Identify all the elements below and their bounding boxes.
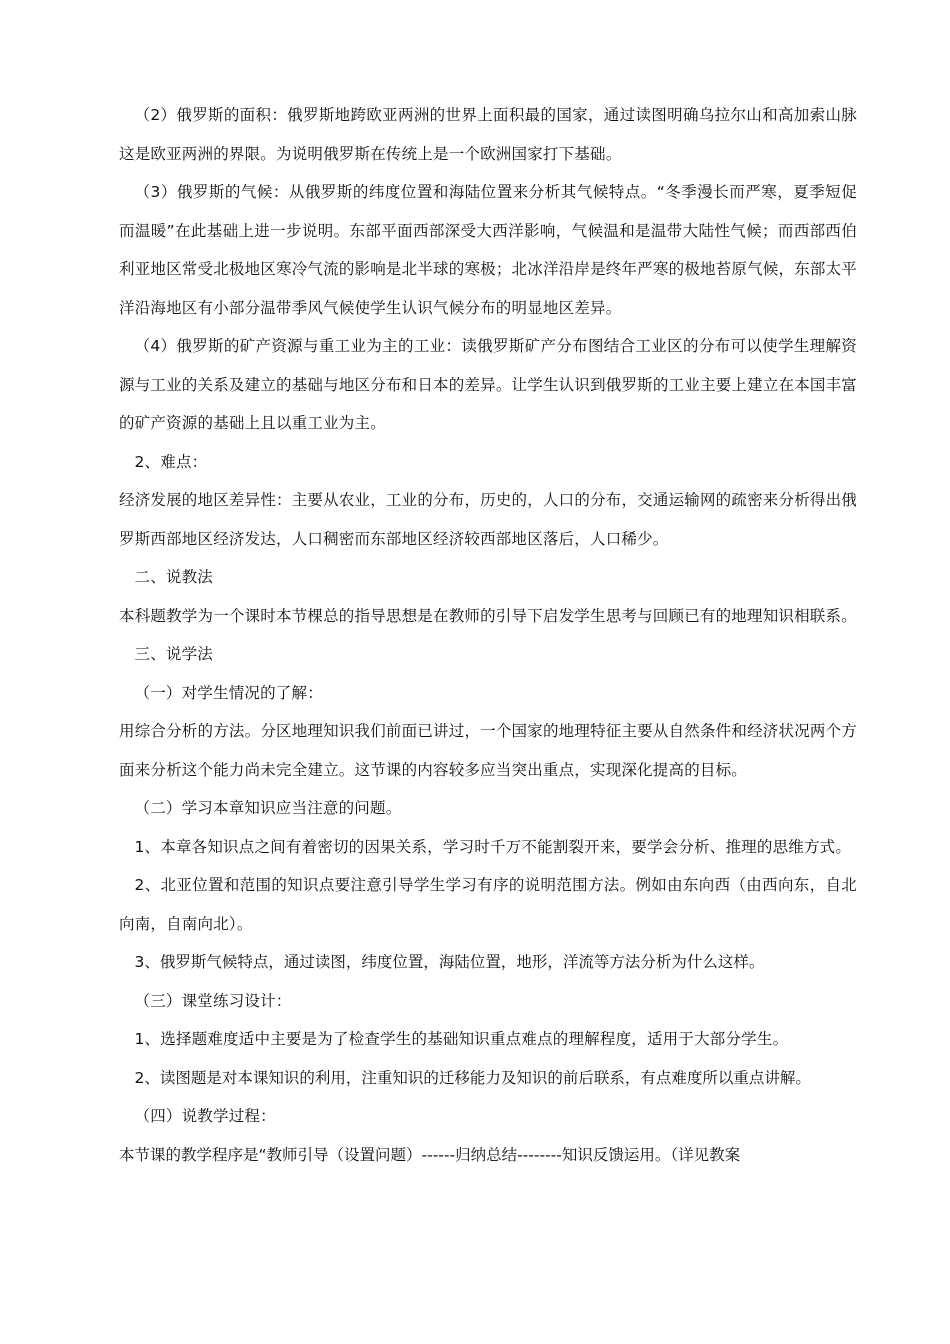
heading-chapter-issues: （二）学习本章知识应当注意的问题。 (134, 799, 402, 817)
paragraph-climate: （3）俄罗斯的气候：从俄罗斯的纬度位置和海陆位置来分析其气候特点。“冬季漫长而严寒，夏季短促而温暖”在此基础上进一步说明。东部平面西部深受大西洋影响，气候温和是温带大陆性气候；而西部西伯利亚地区常受北极地区寒冷气流的影响是北半球的寒极；北冰洋沿岸是终年严寒的极地苔原气候，东部太平洋沿海地区有小部分温带季风气候使学生认识气候分布的明显地区差异。 (119, 183, 857, 317)
paragraph-student-situation: 用综合分析的方法。分区地理知识我们前面已讲过，一个国家的地理特征主要从自然条件和经济状况两个方面来分析这个能力尚未完全建立。这节课的内容较多应当突出重点，实现深化提高的目标。 (119, 722, 857, 779)
paragraph-area: （2）俄罗斯的面积：俄罗斯地跨欧亚两洲的世界上面积最的国家，通过读图明确乌拉尔山和高加索山脉这是欧亚两洲的界限。为说明俄罗斯在传统上是一个欧洲国家打下基础。 (119, 106, 857, 163)
paragraph-industry: （4）俄罗斯的矿产资源与重工业为主的工业：读俄罗斯矿产分布图结合工业区的分布可以使学生理解资源与工业的关系及建立的基础与地区分布和日本的差异。让学生认识到俄罗斯的工业主要上建立在本国丰富的矿产资源的基础上且以重工业为主。 (119, 337, 857, 432)
heading-teaching-process: （四）说教学过程： (134, 1107, 276, 1125)
paragraph-exercise-1: 1、选择题难度适中主要是为了检查学生的基础知识重点难点的理解程度，适用于大部分学生。 (134, 1030, 789, 1048)
heading-exercise-design: （三）课堂练习设计： (134, 991, 292, 1010)
paragraph-teaching-process: 本节课的教学程序是“教师引导（设置问题）------归纳总结--------知识反馈运用。（详见教案 (119, 1145, 741, 1164)
paragraph-teaching-method: 本科题教学为一个课时本节棵总的指导思想是在教师的引导下启发学生思考与回顾已有的地理知识相联系。 (119, 606, 857, 625)
heading-teaching-method: 二、说教法 (134, 568, 214, 586)
heading-difficulty: 2、难点： (134, 452, 208, 471)
heading-learning-method: 三、说学法 (134, 645, 214, 663)
paragraph-issue-1: 1、本章各知识点之间有着密切的因果关系，学习时千万不能割裂开来，要学会分析、推理的思维方式。 (134, 837, 852, 856)
paragraph-issue-3: 3、俄罗斯气候特点，通过读图，纬度位置，海陆位置，地形，洋流等方法分析为什么这样。 (134, 953, 765, 971)
paragraph-issue-2: 2、北亚位置和范围的知识点要注意引导学生学习有序的说明范围方法。例如由东向西（由西向东，自北向南，自南向北）。 (119, 876, 857, 933)
paragraph-exercise-2: 2、读图题是对本课知识的利用，注重知识的迁移能力及知识的前后联系，有点难度所以重点讲解。 (134, 1068, 811, 1087)
document-body (119, 96, 857, 1174)
paragraph-difficulty: 经济发展的地区差异性：主要从农业，工业的分布，历史的，人口的分布，交通运输网的疏密来分析得出俄罗斯西部地区经济发达，人口稠密而东部地区经济较西部地区落后，人口稀少。 (119, 491, 857, 548)
heading-student-situation: （一）对学生情况的了解： (134, 683, 323, 702)
